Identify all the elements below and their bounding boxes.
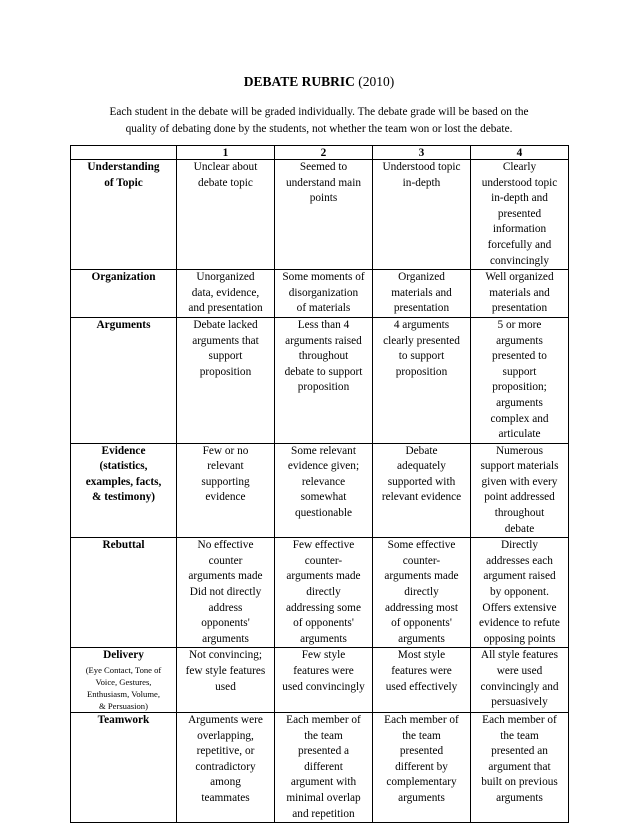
score-text: All style features were used convincingly and persuasively — [480, 649, 559, 709]
score-cell — [373, 160, 471, 270]
rubric-row-evidence — [71, 443, 569, 538]
score-cell — [471, 160, 569, 270]
score-cell — [373, 270, 471, 318]
score-text: Clearly understood topic in-depth and presented information forcefully and convincingly — [481, 161, 558, 267]
header-cell-criterion — [71, 146, 177, 160]
score-cell — [275, 270, 373, 318]
criterion-label: Organization — [91, 271, 156, 284]
rubric-row-arguments — [71, 317, 569, 443]
score-cell — [275, 648, 373, 713]
header-cell-score-2: 2 — [275, 146, 373, 160]
criterion-cell — [71, 538, 177, 648]
document-title — [0, 74, 638, 90]
criterion-note: (Eye Contact, Tone of Voice, Gestures, Enthusiasm, Volume, & Persuasion) — [85, 665, 162, 711]
score-cell — [373, 713, 471, 823]
score-text: Arguments were overlapping, repetitive, or contradictory among teammates — [188, 714, 263, 804]
score-text: Each member of the team presented different by complementary arguments — [384, 714, 459, 804]
score-cell — [471, 270, 569, 318]
score-text: Some relevant evidence given; relevance somewhat questionable — [287, 444, 360, 520]
rubric-row-delivery — [71, 648, 569, 713]
criterion-label: Rebuttal — [102, 539, 145, 552]
score-text: Organized materials and presentation — [391, 271, 452, 315]
intro-line-2: quality of debating done by the students, not whether the team won or lost the debate. — [125, 123, 513, 135]
score-cell — [471, 713, 569, 823]
criterion-cell — [71, 443, 177, 538]
rubric-row-rebuttal — [71, 538, 569, 648]
score-text: Few effective counter- arguments made directly addressing some of opponents' arguments — [286, 539, 361, 645]
score-cell — [177, 317, 275, 443]
score-text: Numerous support materials given with every point addressed throughout debate — [480, 444, 559, 535]
intro-paragraph — [84, 104, 554, 138]
intro-line-1: Each student in the debate will be graded individually. The debate grade will be based on the — [109, 106, 529, 118]
score-cell — [373, 443, 471, 538]
score-cell — [275, 713, 373, 823]
criterion-label: Evidence (statistics, examples, facts, & testimony) — [85, 444, 162, 504]
score-cell — [177, 160, 275, 270]
criterion-label: Teamwork — [97, 714, 150, 726]
score-cell — [275, 317, 373, 443]
score-text: Each member of the team presented a different argument with minimal overlap and repetition — [286, 714, 361, 820]
score-text: Unorganized data, evidence, and presentation — [188, 271, 263, 315]
score-cell — [471, 648, 569, 713]
header-cell-score-4: 4 — [471, 146, 569, 160]
criterion-cell — [71, 317, 177, 443]
score-text: Understood topic in-depth — [382, 161, 461, 189]
score-cell — [177, 270, 275, 318]
score-text: Some moments of disorganization of materials — [282, 271, 365, 315]
score-text: Most style features were used effectively — [385, 649, 458, 693]
score-cell — [177, 713, 275, 823]
header-cell-score-1: 1 — [177, 146, 275, 160]
criterion-cell — [71, 270, 177, 318]
score-text: Directly addresses each argument raised by opponent. Offers extensive evidence to refute opposing points — [479, 539, 560, 645]
rubric-table — [70, 145, 569, 823]
score-cell — [275, 443, 373, 538]
score-cell — [471, 317, 569, 443]
score-text: Few style features were used convincingly — [282, 649, 365, 693]
score-cell — [373, 648, 471, 713]
rubric-row-teamwork — [71, 713, 569, 823]
score-cell — [275, 160, 373, 270]
score-text: Seemed to understand main points — [286, 161, 361, 205]
criterion-label: Arguments — [96, 318, 151, 331]
score-cell — [275, 538, 373, 648]
score-cell — [373, 317, 471, 443]
title-text: DEBATE RUBRIC — [243, 74, 355, 89]
score-text: Unclear about debate topic — [193, 161, 258, 189]
rubric-header-row — [71, 146, 569, 160]
criterion-cell — [71, 713, 177, 823]
score-text: No effective counter arguments made Did not directly address opponents' arguments — [188, 539, 263, 645]
score-cell — [471, 538, 569, 648]
score-text: Some effective counter- arguments made directly addressing most of opponents' arguments — [384, 539, 459, 645]
score-text: Debate lacked arguments that support proposition — [192, 318, 259, 378]
score-text: 5 or more arguments presented to support proposition; arguments complex and articulate — [490, 318, 549, 441]
rubric-row-understanding — [71, 160, 569, 270]
score-text: Not convincing; few style features used — [185, 649, 266, 693]
score-cell — [373, 538, 471, 648]
score-text: Debate adequately supported with relevant evidence — [381, 444, 462, 504]
criterion-cell — [71, 160, 177, 270]
criterion-label: Understanding of Topic — [87, 161, 160, 189]
score-cell — [177, 538, 275, 648]
score-cell — [177, 648, 275, 713]
rubric-row-organization — [71, 270, 569, 318]
header-cell-score-3: 3 — [373, 146, 471, 160]
title-year: (2010) — [358, 74, 395, 89]
criterion-cell — [71, 648, 177, 713]
score-cell — [177, 443, 275, 538]
score-text: 4 arguments clearly presented to support proposition — [383, 318, 460, 378]
score-text: Less than 4 arguments raised throughout debate to support proposition — [284, 318, 363, 394]
criterion-label: Delivery — [103, 649, 144, 662]
score-text: Few or no relevant supporting evidence — [201, 444, 250, 504]
score-text: Well organized materials and presentation — [485, 271, 554, 315]
score-text: Each member of the team presented an argument that built on previous arguments — [481, 714, 558, 804]
score-cell — [471, 443, 569, 538]
